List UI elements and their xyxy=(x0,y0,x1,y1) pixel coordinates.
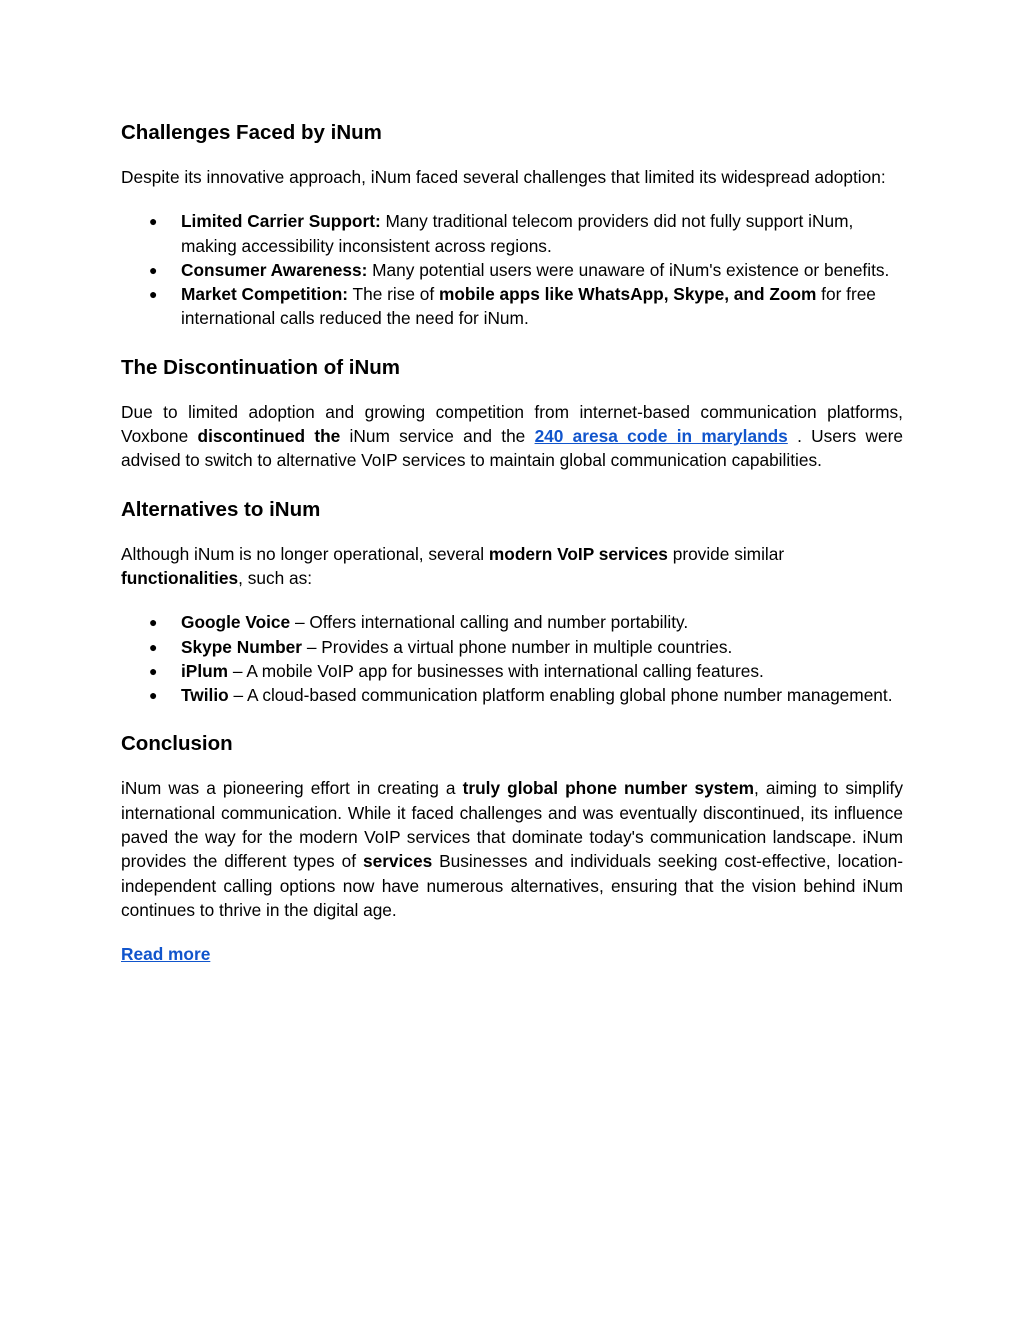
bullet-icon: ● xyxy=(149,614,158,631)
list-item: ● Google Voice – Offers international calling and number portability. xyxy=(121,610,903,634)
list-item: ● Limited Carrier Support: Many traditional telecom providers did not fully support iNum, making accessibility inconsistent across regions. xyxy=(149,211,854,256)
heading-conclusion: Conclusion xyxy=(121,732,233,756)
bullet-icon: ● xyxy=(149,286,158,303)
bullet-icon: ● xyxy=(149,687,158,704)
challenges-intro: Despite its innovative approach, iNum faced several challenges that limited its widespread adoption: xyxy=(121,167,886,187)
heading-discontinuation: The Discontinuation of iNum xyxy=(121,355,401,379)
list-item: ● Twilio – A cloud-based communication platform enabling global phone number management. xyxy=(121,683,903,707)
heading-alternatives: Alternatives to iNum xyxy=(121,497,321,521)
read-more-row xyxy=(121,942,903,966)
bullet-icon: ● xyxy=(149,638,158,655)
alternatives-intro: Although iNum is no longer operational, several modern VoIP services provide similar functionalities, such as: xyxy=(121,543,785,588)
list-item: ● Consumer Awareness: Many potential users were unaware of iNum's existence or benefits. xyxy=(121,258,903,282)
document-page xyxy=(121,118,903,967)
discontinuation-paragraph: Due to limited adoption and growing competition from internet-based communication platforms, Voxbone discontinued the iNum service and the 240 aresa code in marylands . Users were advised to switch to alternative VoIP services to maintain global communication capabilities. xyxy=(121,401,903,471)
area-code-link[interactable]: 240 aresa code in marylands xyxy=(534,426,788,447)
challenges-list xyxy=(121,209,903,330)
conclusion-paragraph: iNum was a pioneering effort in creating a truly global phone number system, aiming to simplify international communication. While it faced challenges and was eventually discontinued, its influence paved the way for the modern VoIP services that dominate today's communication landscape. iNum provides the different types of services Businesses and individuals seeking cost-effective, location-independent calling options now have numerous alternatives, ensuring that the vision behind iNum continues to thrive in the digital age. xyxy=(121,778,904,920)
read-more-link[interactable]: Read more xyxy=(121,944,211,965)
bullet-icon: ● xyxy=(149,261,158,278)
bullet-icon: ● xyxy=(149,213,158,230)
heading-challenges: Challenges Faced by iNum xyxy=(121,121,382,144)
alternatives-list xyxy=(121,610,903,707)
list-item: ● Skype Number – Provides a virtual phone number in multiple countries. xyxy=(121,635,903,659)
list-item: ● iPlum – A mobile VoIP app for businesses with international calling features. xyxy=(121,659,903,683)
bullet-icon: ● xyxy=(149,662,158,679)
list-item: ● Market Competition: The rise of mobile apps like WhatsApp, Skype, and Zoom for free international calls reduced the need for iNum. xyxy=(149,284,876,329)
